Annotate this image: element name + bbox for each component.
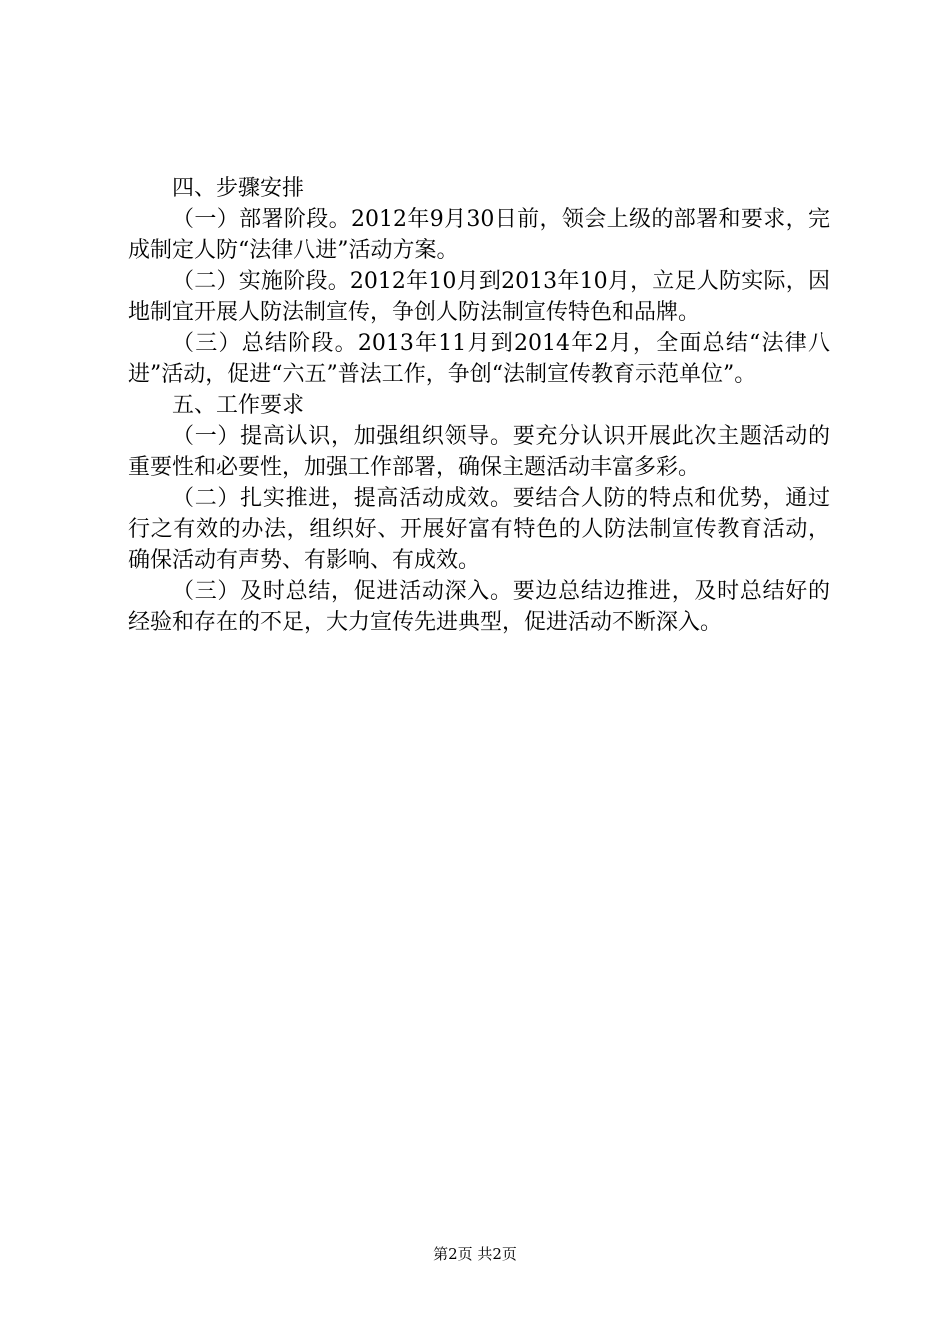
paragraph: （三）及时总结，促进活动深入。要边总结边推进，及时总结好的经验和存在的不足，大力宣传先进典型，促进活动不断深入。 <box>128 579 830 635</box>
paragraph: （一）部署阶段。2012年9月30日前，领会上级的部署和要求，完成制定人防“法律八进”活动方案。 <box>128 207 830 263</box>
page-footer: 第2页 共2页 <box>433 1245 517 1263</box>
section-steps <box>128 173 830 390</box>
section-heading: 四、步骤安排 <box>172 176 305 201</box>
section-requirements <box>128 390 830 638</box>
paragraph: （三）总结阶段。2013年11月到2014年2月，全面总结“法律八进”活动，促进“六五”普法工作，争创“法制宣传教育示范单位”。 <box>128 331 830 387</box>
document-body <box>128 173 830 638</box>
section-heading: 五、工作要求 <box>172 393 305 418</box>
paragraph: （二）实施阶段。2012年10月到2013年10月，立足人防实际，因地制宜开展人防法制宣传，争创人防法制宣传特色和品牌。 <box>128 269 830 325</box>
paragraph: （一）提高认识，加强组织领导。要充分认识开展此次主题活动的重要性和必要性，加强工作部署，确保主题活动丰富多彩。 <box>128 424 830 480</box>
paragraph: （二）扎实推进，提高活动成效。要结合人防的特点和优势，通过行之有效的办法，组织好、开展好富有特色的人防法制宣传教育活动，确保活动有声势、有影响、有成效。 <box>128 486 830 573</box>
